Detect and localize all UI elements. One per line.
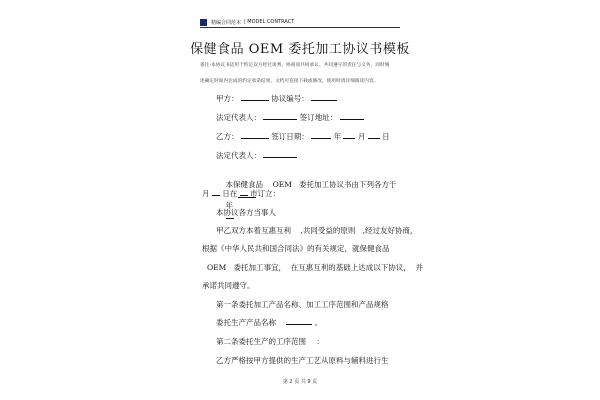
sign-month-label: 月 [357, 132, 366, 141]
header-rule [200, 27, 400, 28]
body-line-3: OEM 委托加工事宜， 在互惠互利的基础上达成以下协议， 并 [207, 263, 423, 272]
parties-heading: 本协议各方当事人 [216, 208, 276, 217]
legal-rep-1-label: 法定代表人： [216, 113, 261, 122]
intro-place-label: 市订立： [250, 189, 281, 198]
sign-month-blank[interactable] [343, 131, 355, 139]
header-separator: | MODEL CONTRACT [244, 19, 295, 25]
intro-month-label: 月 [202, 189, 210, 198]
product-name-row [216, 317, 322, 328]
legal-rep-2-blank[interactable] [263, 150, 297, 158]
sign-day-blank[interactable] [368, 131, 380, 139]
sign-place-label: 签订地址： [299, 113, 338, 122]
legal-rep-1-row [216, 112, 364, 123]
product-name-label: 委托生产产品名称 [216, 318, 276, 327]
legal-rep-1-blank[interactable] [263, 112, 297, 120]
party-b-blank[interactable] [241, 131, 269, 139]
party-a-label: 甲方： [216, 94, 239, 103]
intro-place-blank[interactable] [240, 188, 248, 196]
product-name-tail: 。 [314, 318, 323, 327]
intro-year-label: 年 [225, 201, 234, 210]
document-title: 保健食品 OEM 委托加工协议书模板 [190, 42, 410, 57]
body-line-4: 承诺共同遵守。 [202, 281, 255, 290]
intro-month-blank[interactable] [212, 188, 220, 196]
party-a-blank[interactable] [241, 93, 269, 101]
sign-year-blank[interactable] [311, 131, 331, 139]
agreement-no-label: 协议编号： [271, 94, 309, 103]
product-name-blank[interactable] [286, 317, 312, 325]
sign-year-label: 年 [333, 132, 342, 141]
article-2-heading-row [216, 336, 324, 347]
article-2-heading-tail: ： [316, 337, 324, 346]
page-footer: 第 2 页 共 9 页 [282, 379, 318, 385]
article-2-line-1: 乙方严格按甲方提供的生产工艺从原料与辅料进行生 [216, 356, 389, 365]
party-b-row [216, 131, 390, 142]
note-line-2: 述确定时间内达成的约定承诺结果，文档可直接下载或修改，使用时请详细阅读内容。 [200, 79, 379, 84]
sign-place-blank[interactable] [340, 112, 364, 120]
agreement-no-blank[interactable] [311, 93, 337, 101]
article-1-heading: 第一条委托加工产品名称、加工工序范围和产品规格 [216, 300, 389, 309]
party-a-row [216, 93, 337, 104]
intro-text: 本保健食品 OEM 委托加工协议书由下列各方于 [225, 180, 397, 189]
legal-rep-2-row [216, 150, 297, 161]
body-line-2: 根据《中华人民共和国合同法》的有关规定，就保健食品 [202, 244, 390, 253]
sign-date-label: 签订日期： [271, 132, 309, 141]
note-line-1: 备注:本协议书适用于约定双方经过谈判、协商而共同承认、共同遵守的责任与义务，同时阐 [200, 63, 390, 68]
legal-rep-2-label: 法定代表人： [216, 151, 261, 160]
intro-day-label: 日在 [222, 189, 238, 198]
sign-day-label: 日 [382, 132, 390, 141]
article-2-heading: 第二条委托生产的工序范围 [216, 337, 306, 346]
body-line-1: 甲乙双方本着互惠互利 ,共同受益的原则 ,经过友好协商， [216, 226, 418, 235]
party-b-label: 乙方： [216, 132, 239, 141]
intro-line-1 [216, 170, 397, 230]
header-company: 精编合同范本 [211, 19, 242, 26]
logo-square-icon [200, 19, 207, 26]
intro-line-2 [202, 188, 280, 199]
